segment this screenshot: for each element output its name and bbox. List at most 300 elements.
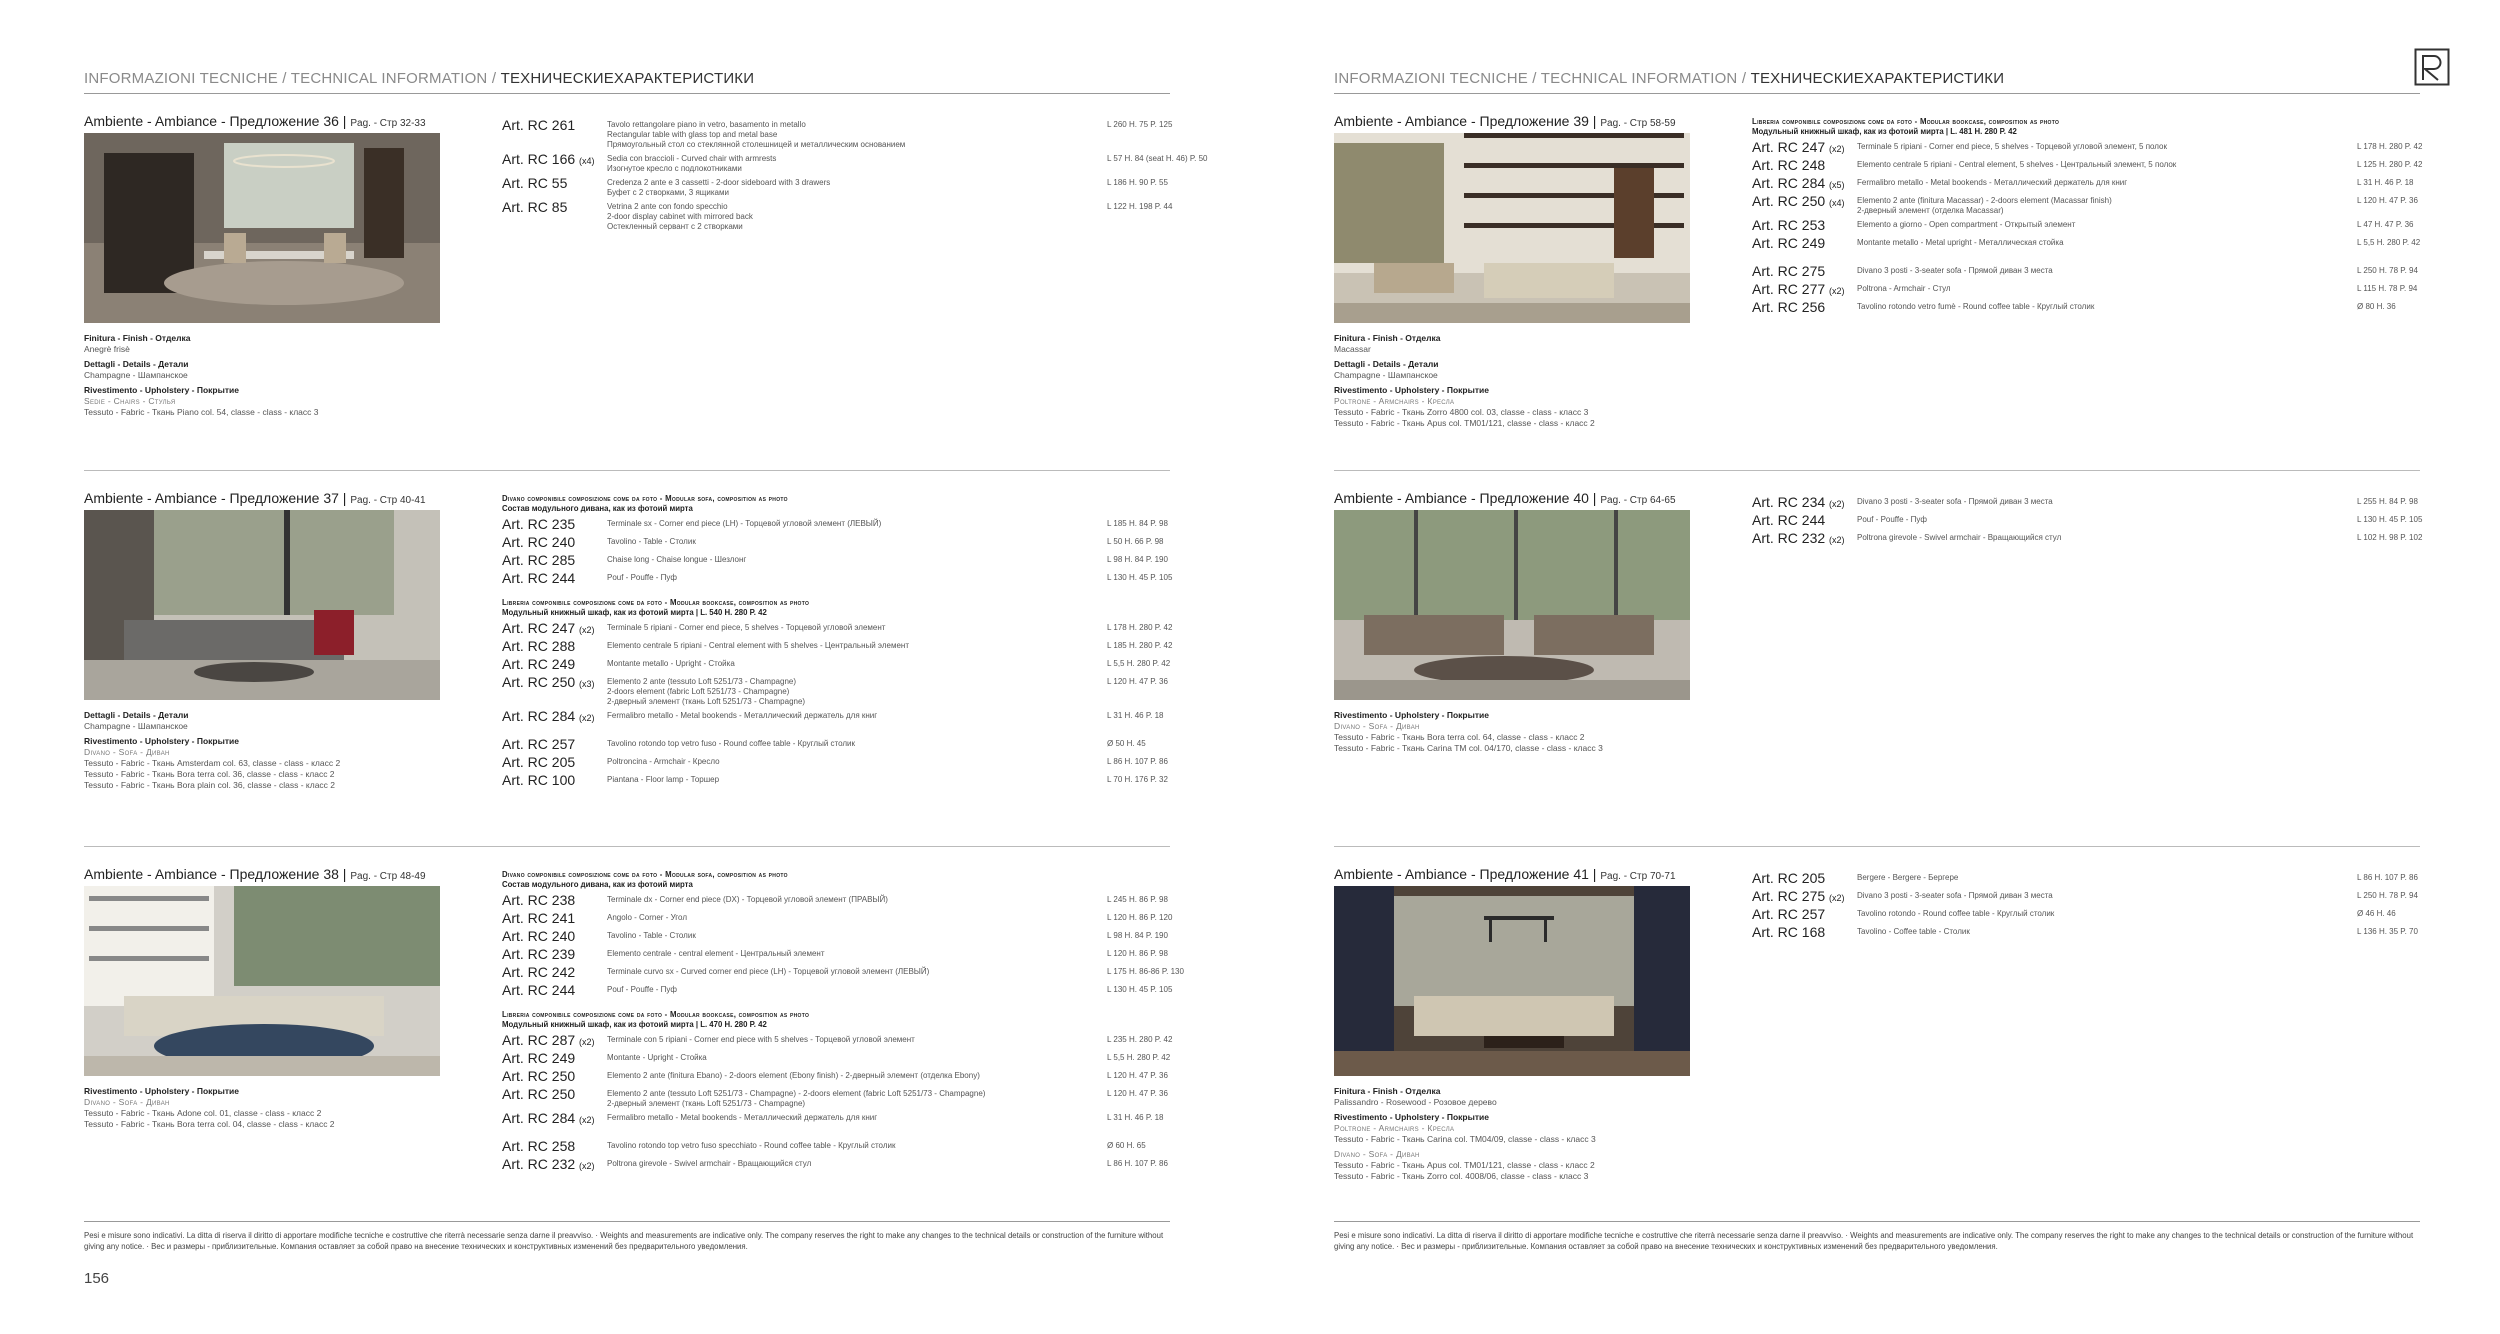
article-number: Art. RC 205 <box>502 754 576 770</box>
article-description <box>607 641 1027 651</box>
article-number: Art. RC 244 <box>502 982 576 998</box>
finish-details <box>84 1086 444 1134</box>
description-line: Fermalibro metallo - Metal bookends - Металлический держатель для книг <box>607 1113 878 1122</box>
article-dimensions: Ø 50 H. 45 <box>1107 739 1146 748</box>
article-quantity: (x2) <box>579 1161 595 1171</box>
article-row <box>1752 193 2420 217</box>
article-description <box>607 913 1027 923</box>
description-line: Terminale sx - Corner end piece (LH) - Торцевой угловой элемент (ЛЕВЫЙ) <box>607 519 882 528</box>
article-dimensions: L 98 H. 84 P. 190 <box>1107 931 1168 940</box>
composition-title: Divano componibile composizione come da foto - Modular sofa, composition as photo <box>502 494 788 503</box>
finish-label: Dettagli - Details - Детали <box>1334 359 1439 369</box>
article-row <box>502 1068 1170 1086</box>
article-dimensions: L 47 H. 47 P. 36 <box>2357 220 2414 229</box>
article-description <box>607 1053 1027 1063</box>
article-row <box>502 1110 1170 1128</box>
article-description <box>607 931 1027 941</box>
article-dimensions: L 130 H. 45 P. 105 <box>1107 985 1173 994</box>
article-quantity: (x3) <box>579 679 595 689</box>
article-dimensions: L 98 H. 84 P. 190 <box>1107 555 1168 564</box>
article-row <box>502 674 1170 708</box>
article-code <box>502 175 567 191</box>
description-line: Pouf - Pouffe - Пуф <box>1857 515 1927 524</box>
article-code <box>502 928 575 944</box>
finish-label: Rivestimento - Upholstery - Покрытие <box>84 385 240 395</box>
article-row <box>1752 139 2423 157</box>
composition-header <box>502 494 1170 514</box>
article-number: Art. RC 247 <box>1752 139 1826 155</box>
finish-label: Rivestimento - Upholstery - Покрытие <box>1334 385 1490 395</box>
finish-value: Tessuto - Fabric - Ткань Piano col. 54, classe - class - класс 3 <box>84 407 319 417</box>
description-line: Elemento 2 ante (tessuto Loft 5251/73 - Champagne) - 2-doors element (fabric Loft 5251/73 - Champagne) <box>607 1089 986 1098</box>
article-description <box>607 178 1027 198</box>
article-row <box>502 754 1170 772</box>
article-code <box>1752 193 1845 209</box>
article-number: Art. RC 256 <box>1752 299 1826 315</box>
article-number: Art. RC 100 <box>502 772 576 788</box>
composition-subtitle: Модульный книжный шкаф, как из фотоий мирта | L. 481 H. 280 P. 42 <box>1752 127 2017 136</box>
description-line: Montante metallo - Metal upright - Металлическая стойка <box>1857 238 2064 247</box>
article-code <box>502 656 575 672</box>
finish-subheading: Divano - Sofa - Диван <box>84 1097 170 1107</box>
article-dimensions: L 175 H. 86-86 P. 130 <box>1107 967 1184 976</box>
finish-subheading: Sedie - Chairs - Стулья <box>84 396 176 406</box>
description-line: Elemento 2 ante (tessuto Loft 5251/73 - Champagne) <box>607 677 797 686</box>
article-number: Art. RC 232 <box>502 1156 576 1172</box>
ambiance-photo <box>84 510 440 700</box>
article-number: Art. RC 85 <box>502 199 568 215</box>
ambiance-photo <box>1334 510 1690 700</box>
article-description <box>1857 891 2277 901</box>
article-code <box>502 534 575 550</box>
description-line: Divano 3 posti - 3-seater sofa - Прямой диван 3 места <box>1857 891 2053 900</box>
article-dimensions: L 5,5 H. 280 P. 42 <box>1107 659 1171 668</box>
article-row <box>1752 530 2423 548</box>
article-row <box>1752 263 2420 281</box>
description-line: Tavolino - Table - Столик <box>607 931 696 940</box>
article-row <box>1752 494 2420 512</box>
finish-subheading: Poltrone - Armchairs - Кресла <box>1334 1123 1455 1133</box>
finish-group <box>1334 1112 1694 1145</box>
finish-value: Tessuto - Fabric - Ткань Bora terra col. 04, classe - class - класс 2 <box>84 1119 335 1129</box>
article-dimensions: L 86 H. 107 P. 86 <box>2357 873 2418 882</box>
article-row <box>1752 906 2420 924</box>
ambiance-name: Ambiente - Ambiance - Предложение 41 <box>1334 866 1589 882</box>
article-description <box>607 1159 1027 1169</box>
article-code <box>1752 157 1825 173</box>
ambiance-name: Ambiente - Ambiance - Предложение 40 <box>1334 490 1589 506</box>
article-dimensions: L 130 H. 45 P. 105 <box>2357 515 2423 524</box>
article-number: Art. RC 250 <box>1752 193 1826 209</box>
article-code <box>502 982 575 998</box>
article-number: Art. RC 247 <box>502 620 576 636</box>
article-code <box>1752 494 1845 510</box>
disclaimer-footnote: Pesi e misure sono indicativi. La ditta di riserva il diritto di apportare modifiche tecniche e costruttive che riterrà necessarie senza darne il preavviso. · Weights and measurements are indicative only. The company reserves the right to make any changes to the technical details or construction of the furniture without giving any notice. · Вес и размеры - приблизительные. Компания оставляет за собой право на внесение технических и конструктивных изменений без предварительного уведомления. <box>84 1231 1164 1251</box>
article-number: Art. RC 235 <box>502 516 576 532</box>
description-line: Tavolino - Coffee table - Столик <box>1857 927 1970 936</box>
article-row <box>1752 299 2420 317</box>
article-row <box>502 516 1170 534</box>
article-code <box>502 552 575 568</box>
article-description <box>1857 160 2277 170</box>
section-divider <box>1334 470 2420 471</box>
description-line: Fermalibro metallo - Metal bookends - Металлический держатель для книг <box>607 711 878 720</box>
article-number: Art. RC 250 <box>502 674 576 690</box>
article-description <box>607 1035 1027 1045</box>
article-row <box>502 1138 1170 1156</box>
article-number: Art. RC 275 <box>1752 888 1826 904</box>
article-dimensions: L 250 H. 78 P. 94 <box>2357 266 2418 275</box>
article-number: Art. RC 284 <box>502 1110 576 1126</box>
finish-subheading: Divano - Sofa - Диван <box>84 747 170 757</box>
article-dimensions: L 115 H. 78 P. 94 <box>2357 284 2418 293</box>
finish-value: Palissandro - Rosewood - Розовое дерево <box>1334 1097 1497 1107</box>
section-divider <box>84 846 1170 847</box>
article-row <box>502 620 1173 638</box>
article-dimensions: L 5,5 H. 280 P. 42 <box>2357 238 2421 247</box>
description-line: Tavolino rotondo top vetro fuso - Round coffee table - Круглый столик <box>607 739 855 748</box>
composition-header <box>502 870 1170 890</box>
article-number: Art. RC 239 <box>502 946 576 962</box>
composition-header <box>1752 117 2420 137</box>
ambiance-name: Ambiente - Ambiance - Предложение 39 <box>1334 113 1589 129</box>
finish-details <box>1334 333 1694 433</box>
article-dimensions: L 50 H. 66 P. 98 <box>1107 537 1164 546</box>
finish-group <box>1334 385 1694 429</box>
description-line: Tavolino - Table - Столик <box>607 537 696 546</box>
article-description <box>607 757 1027 767</box>
header-it: INFORMAZIONI TECNICHE / <box>84 70 291 87</box>
finish-value: Tessuto - Fabric - Ткань Adone col. 01, classe - class - класс 2 <box>84 1108 322 1118</box>
finish-value: Tessuto - Fabric - Ткань Zorro 4800 col. 03, classe - class - класс 3 <box>1334 407 1589 417</box>
article-row <box>502 892 1170 910</box>
article-code <box>1752 924 1825 940</box>
article-number: Art. RC 261 <box>502 117 576 133</box>
description-line: Divano 3 posti - 3-seater sofa - Прямой диван 3 места <box>1857 497 2053 506</box>
article-row <box>1752 870 2420 888</box>
article-description <box>607 1089 1027 1109</box>
right-page <box>1250 0 2500 1334</box>
article-number: Art. RC 277 <box>1752 281 1826 297</box>
article-number: Art. RC 244 <box>1752 512 1826 528</box>
description-line: Tavolino rotondo vetro fumè - Round coffee table - Круглый столик <box>1857 302 2095 311</box>
article-dimensions: L 102 H. 98 P. 102 <box>2357 533 2423 542</box>
description-line: 2-дверный элемент (отделка Macassar) <box>1857 206 2004 215</box>
description-line: Poltrona girevole - Swivel armchair - Вращающийся стул <box>1857 533 2062 542</box>
description-line: Terminale 5 ripiani - Corner end piece, 5 shelves - Торцевой угловой элемент, 5 полок <box>1857 142 2167 151</box>
article-description <box>607 154 1027 174</box>
finish-group <box>84 710 444 732</box>
finish-value: Anegrè frisè <box>84 344 130 354</box>
article-code <box>502 1086 575 1102</box>
article-number: Art. RC 205 <box>1752 870 1826 886</box>
article-list <box>502 494 1173 790</box>
finish-label: Rivestimento - Upholstery - Покрытие <box>1334 1112 1490 1122</box>
article-code <box>1752 530 1845 546</box>
article-dimensions: L 130 H. 45 P. 105 <box>1107 573 1173 582</box>
article-number: Art. RC 240 <box>502 534 576 550</box>
article-code <box>502 674 595 690</box>
article-number: Art. RC 285 <box>502 552 576 568</box>
description-line: Elemento centrale 5 ripiani - Central element, 5 shelves - Центральный элемент, 5 полок <box>1857 160 2177 169</box>
article-number: Art. RC 257 <box>502 736 576 752</box>
article-code <box>502 1138 575 1154</box>
article-row <box>502 1050 1170 1068</box>
section-divider <box>1334 846 2420 847</box>
article-code <box>502 1068 575 1084</box>
finish-group <box>84 1086 444 1130</box>
description-line: Fermalibro metallo - Metal bookends - Металлический держатель для книг <box>1857 178 2128 187</box>
article-code <box>502 620 595 636</box>
article-dimensions: L 136 H. 35 P. 70 <box>2357 927 2418 936</box>
article-row <box>502 982 1173 1000</box>
article-list <box>1752 870 2420 942</box>
article-number: Art. RC 248 <box>1752 157 1826 173</box>
article-number: Art. RC 257 <box>1752 906 1826 922</box>
description-line: Poltrona girevole - Swivel armchair - Вращающийся стул <box>607 1159 812 1168</box>
description-line: Elemento centrale 5 ripiani - Central element with 5 shelves - Центральный элемент <box>607 641 909 650</box>
article-number: Art. RC 55 <box>502 175 568 191</box>
article-dimensions: L 186 H. 90 P. 55 <box>1107 178 1168 187</box>
article-number: Art. RC 232 <box>1752 530 1826 546</box>
article-dimensions: L 260 H. 75 P. 125 <box>1107 120 1173 129</box>
description-line: Terminale con 5 ripiani - Corner end piece with 5 shelves - Торцевой угловой элемент <box>607 1035 915 1044</box>
article-description <box>607 967 1027 977</box>
finish-label: Finitura - Finish - Отделка <box>84 333 191 343</box>
description-line: Буфет с 2 створками, 3 ящиками <box>607 188 729 197</box>
article-code <box>502 570 575 586</box>
description-line: Terminale 5 ripiani - Corner end piece, 5 shelves - Торцевой угловой элемент <box>607 623 886 632</box>
article-row <box>502 1156 1170 1174</box>
article-code <box>502 1050 575 1066</box>
finish-value: Tessuto - Fabric - Ткань Zorro col. 4008/06, classe - class - класс 3 <box>1334 1171 1589 1181</box>
description-line: Montante - Upright - Стойка <box>607 1053 707 1062</box>
description-line: Vetrina 2 ante con fondo specchio <box>607 202 728 211</box>
article-description <box>1857 284 2277 294</box>
article-description <box>607 739 1027 749</box>
article-description <box>607 623 1027 633</box>
article-code <box>1752 299 1825 315</box>
header-divider <box>84 93 1170 94</box>
description-line: Pouf - Pouffe - Пуф <box>607 573 677 582</box>
article-row <box>502 1032 1173 1050</box>
article-row <box>1752 235 2420 253</box>
article-dimensions: L 125 H. 280 P. 42 <box>2357 160 2423 169</box>
article-quantity: (x2) <box>1829 535 1845 545</box>
article-row <box>502 199 1173 233</box>
description-line: Angolo - Corner - Угол <box>607 913 687 922</box>
article-dimensions: L 86 H. 107 P. 86 <box>1107 1159 1168 1168</box>
description-line: Прямоугольный стол со стеклянной столешницей и металлическим основанием <box>607 140 906 149</box>
description-line: Elemento 2 ante (finitura Macassar) - 2-doors element (Macassar finish) <box>1857 196 2112 205</box>
article-code <box>1752 870 1825 886</box>
article-code <box>502 892 575 908</box>
article-dimensions: L 122 H. 198 P. 44 <box>1107 202 1173 211</box>
brand-logo-icon <box>2414 48 2450 86</box>
article-quantity: (x2) <box>1829 286 1845 296</box>
section-divider <box>84 470 1170 471</box>
article-dimensions: L 31 H. 46 P. 18 <box>1107 711 1164 720</box>
article-dimensions: L 250 H. 78 P. 94 <box>2357 891 2418 900</box>
article-code <box>502 964 575 980</box>
description-line: Poltrona - Armchair - Стул <box>1857 284 1951 293</box>
article-description <box>607 519 1027 529</box>
article-list <box>502 870 1184 1174</box>
article-number: Art. RC 168 <box>1752 924 1826 940</box>
finish-label: Rivestimento - Upholstery - Покрытие <box>84 1086 240 1096</box>
ambiance-name: Ambiente - Ambiance - Предложение 37 <box>84 490 339 506</box>
article-description <box>1857 178 2277 188</box>
finish-subheading: Divano - Sofa - Диван <box>1334 1149 1420 1159</box>
page-reference: Pag. - Стр 70-71 <box>1600 871 1676 882</box>
article-description <box>1857 196 2277 216</box>
description-line: Tavolino rotondo top vetro fuso specchiato - Round coffee table - Круглый столик <box>607 1141 896 1150</box>
article-code <box>502 1110 595 1126</box>
ambiance-title: Ambiente - Ambiance - Предложение 41 | Pag. - Стр 70-71 <box>1334 866 1676 882</box>
finish-value: Champagne - Шампанское <box>84 370 188 380</box>
description-line: 2-дверный элемент (ткань Loft 5251/73 - Champagne) <box>607 697 806 706</box>
description-line: 2-door display cabinet with mirrored back <box>607 212 753 221</box>
article-code <box>502 638 575 654</box>
article-dimensions: L 86 H. 107 P. 86 <box>1107 757 1168 766</box>
ambiance-title: Ambiente - Ambiance - Предложение 40 | Pag. - Стр 64-65 <box>1334 490 1676 506</box>
finish-group <box>1334 1149 1694 1182</box>
description-line: Rectangular table with glass top and metal base <box>607 130 778 139</box>
article-code <box>502 772 575 788</box>
article-description <box>1857 927 2277 937</box>
article-description <box>1857 142 2277 152</box>
article-row <box>502 570 1173 588</box>
description-line: Elemento a giorno - Open compartment - Открытый элемент <box>1857 220 2076 229</box>
article-description <box>607 985 1027 995</box>
article-number: Art. RC 249 <box>502 1050 576 1066</box>
article-row <box>502 117 1173 151</box>
article-code <box>1752 217 1825 233</box>
finish-label: Dettagli - Details - Детали <box>84 710 189 720</box>
article-list <box>1752 117 2423 317</box>
article-dimensions: L 31 H. 46 P. 18 <box>2357 178 2414 187</box>
article-row <box>1752 175 2420 193</box>
article-description <box>607 659 1027 669</box>
article-description <box>1857 497 2277 507</box>
ambiance-photo <box>1334 133 1690 323</box>
article-quantity: (x2) <box>579 1037 595 1047</box>
article-quantity: (x2) <box>1829 893 1845 903</box>
article-quantity: (x4) <box>579 156 595 166</box>
description-line: 2-дверный элемент (ткань Loft 5251/73 - Champagne) <box>607 1099 806 1108</box>
article-dimensions: L 120 H. 86 P. 120 <box>1107 913 1173 922</box>
composition-subtitle: Модульный книжный шкаф, как из фотоий мирта | L. 540 H. 280 P. 42 <box>502 608 767 617</box>
article-number: Art. RC 166 <box>502 151 576 167</box>
finish-details <box>1334 1086 1694 1186</box>
article-description <box>607 555 1027 565</box>
article-list <box>1752 494 2423 548</box>
article-number: Art. RC 242 <box>502 964 576 980</box>
article-code <box>1752 281 1845 297</box>
article-code <box>502 910 575 926</box>
article-quantity: (x2) <box>1829 144 1845 154</box>
composition-title: Libreria componibile composizione come da foto - Modular bookcase, composition as photo <box>502 598 810 607</box>
finish-group <box>84 385 444 418</box>
description-line: Piantana - Floor lamp - Торшер <box>607 775 720 784</box>
article-row <box>502 175 1170 199</box>
description-line: Montante metallo - Upright - Стойка <box>607 659 735 668</box>
article-description <box>1857 909 2277 919</box>
composition-subtitle: Модульный книжный шкаф, как из фотоий мирта | L. 470 H. 280 P. 42 <box>502 1020 767 1029</box>
finish-value: Tessuto - Fabric - Ткань Apus col. TM01/121, classe - class - класс 2 <box>1334 418 1595 428</box>
disclaimer-footnote: Pesi e misure sono indicativi. La ditta di riserva il diritto di apportare modifiche tecniche e costruttive che riterrà necessarie senza darne il preavviso. · Weights and measurements are indicative only. The company reserves the right to make any changes to the technical details or construction of the furniture without giving any notice. · Вес и размеры - приблизительные. Компания оставляет за собой право на внесение технических и конструктивных изменений без предварительного уведомления. <box>1334 1231 2414 1251</box>
article-row <box>502 708 1170 726</box>
ambiance-photo <box>84 886 440 1076</box>
article-code <box>1752 235 1825 251</box>
article-dimensions: L 120 H. 47 P. 36 <box>1107 677 1168 686</box>
article-description <box>607 711 1027 721</box>
article-number: Art. RC 287 <box>502 1032 576 1048</box>
article-quantity: (x2) <box>579 1115 595 1125</box>
description-line: Terminale curvo sx - Curved corner end piece (LH) - Торцевой угловой элемент (ЛЕВЫЙ) <box>607 967 930 976</box>
finish-value: Macassar <box>1334 344 1371 354</box>
ambiance-title: Ambiente - Ambiance - Предложение 37 | Pag. - Стр 40-41 <box>84 490 426 506</box>
article-row <box>502 552 1170 570</box>
page-number: 156 <box>84 1270 110 1287</box>
article-row <box>502 534 1170 552</box>
article-row <box>502 736 1170 754</box>
article-row <box>1752 157 2423 175</box>
article-description <box>1857 515 2277 525</box>
article-dimensions: L 120 H. 47 P. 36 <box>1107 1089 1168 1098</box>
article-dimensions: L 185 H. 280 P. 42 <box>1107 641 1173 650</box>
article-quantity: (x5) <box>1829 180 1845 190</box>
article-description <box>607 1113 1027 1123</box>
page-reference: Pag. - Стр 40-41 <box>350 495 426 506</box>
article-code <box>1752 888 1845 904</box>
page-reference: Pag. - Стр 48-49 <box>350 871 426 882</box>
finish-group <box>1334 359 1694 381</box>
article-code <box>1752 263 1825 279</box>
article-code <box>502 1156 595 1172</box>
article-code <box>502 754 575 770</box>
article-dimensions: L 178 H. 280 P. 42 <box>2357 142 2423 151</box>
article-number: Art. RC 288 <box>502 638 576 654</box>
ambiance-title: Ambiente - Ambiance - Предложение 39 | Pag. - Стр 58-59 <box>1334 113 1676 129</box>
composition-title: Libreria componibile composizione come da foto - Modular bookcase, composition as photo <box>502 1010 810 1019</box>
description-line: Tavolino rotondo - Round coffee table - Круглый столик <box>1857 909 2055 918</box>
article-code <box>502 199 567 215</box>
finish-value: Tessuto - Fabric - Ткань Carina col. TM04/09, classe - class - класс 3 <box>1334 1134 1596 1144</box>
article-code <box>502 117 575 133</box>
article-dimensions: L 120 H. 86 P. 98 <box>1107 949 1168 958</box>
article-row <box>1752 217 2420 235</box>
article-code <box>1752 139 1845 155</box>
article-number: Art. RC 284 <box>502 708 576 724</box>
article-row <box>502 928 1170 946</box>
ambiance-name: Ambiente - Ambiance - Предложение 36 <box>84 113 339 129</box>
article-row <box>502 964 1184 982</box>
composition-header <box>502 598 1170 618</box>
ambiance-photo <box>1334 886 1690 1076</box>
header-ru: ТЕХНИЧЕСКИЕХАРАКТЕРИСТИКИ <box>1750 70 2005 87</box>
finish-label: Finitura - Finish - Отделка <box>1334 333 1441 343</box>
composition-title: Divano componibile composizione come da foto - Modular sofa, composition as photo <box>502 870 788 879</box>
description-line: Poltroncina - Armchair - Кресло <box>607 757 720 766</box>
article-dimensions: L 31 H. 46 P. 18 <box>1107 1113 1164 1122</box>
finish-value: Tessuto - Fabric - Ткань Bora plain col. 36, classe - class - класс 2 <box>84 780 336 790</box>
article-dimensions: Ø 46 H. 46 <box>2357 909 2396 918</box>
article-number: Art. RC 284 <box>1752 175 1826 191</box>
article-row <box>502 151 1208 175</box>
article-description <box>1857 266 2277 276</box>
article-number: Art. RC 275 <box>1752 263 1826 279</box>
